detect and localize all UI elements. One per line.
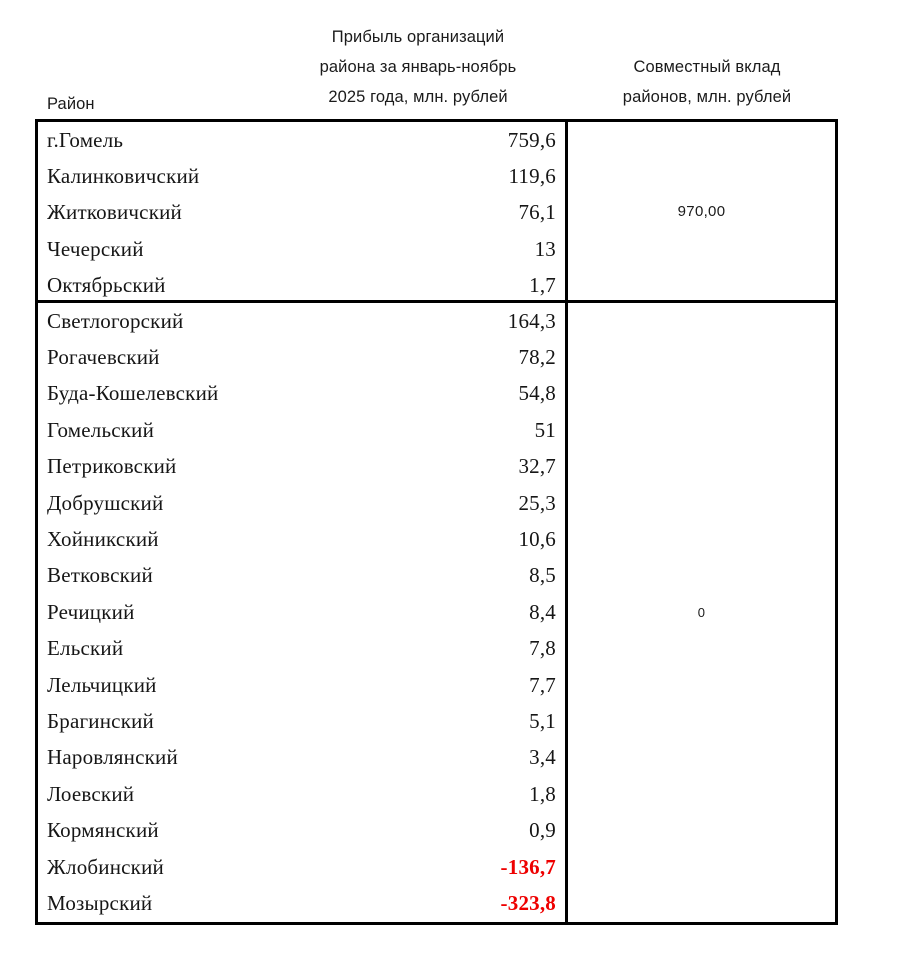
profit-value: 76,1 — [518, 200, 556, 225]
table-row — [38, 631, 565, 667]
table-row — [38, 885, 565, 921]
column-header-contribution — [576, 52, 838, 112]
table-row — [38, 195, 565, 231]
table-row — [38, 158, 565, 194]
table-row — [38, 594, 565, 630]
profit-value: 54,8 — [518, 381, 556, 406]
district-name: г.Гомель — [47, 127, 124, 152]
district-name: Добрушский — [47, 490, 164, 515]
district-name: Кормянский — [47, 818, 159, 843]
contribution-value: 970,00 — [677, 202, 726, 220]
district-name: Рогачевский — [47, 345, 160, 370]
district-name: Буда-Кошелевский — [47, 381, 219, 406]
district-name: Калинковичский — [47, 164, 200, 189]
table-row — [38, 449, 565, 485]
table-row — [38, 849, 565, 885]
district-name: Петриковский — [47, 454, 177, 479]
profit-value: 119,6 — [508, 164, 556, 189]
table-row — [38, 703, 565, 739]
profit-value: 8,5 — [529, 563, 556, 588]
profit-value: 51 — [534, 417, 556, 442]
district-name: Светлогорский — [47, 308, 184, 333]
district-name: Хойникский — [47, 527, 159, 552]
group-1-contribution-cell — [568, 122, 835, 300]
district-name: Октябрьский — [47, 273, 166, 298]
column-header-district: Район — [47, 95, 95, 113]
district-name: Лоевский — [47, 781, 135, 806]
district-name: Ветковский — [47, 563, 153, 588]
profit-value: 25,3 — [518, 490, 556, 515]
table-row — [38, 521, 565, 557]
column-header-profit — [268, 22, 568, 112]
table-row — [38, 231, 565, 267]
profit-value: 7,7 — [529, 672, 556, 697]
district-name: Чечерский — [47, 236, 144, 261]
table-row — [38, 412, 565, 448]
table-header-band — [0, 0, 900, 119]
table-row — [38, 812, 565, 848]
profit-value: 8,4 — [529, 599, 556, 624]
district-name: Жлобинский — [47, 854, 164, 879]
profit-value: 10,6 — [518, 527, 556, 552]
profit-value: 5,1 — [529, 708, 556, 733]
profit-value: 3,4 — [529, 745, 556, 770]
district-name: Брагинский — [47, 708, 154, 733]
profit-value: 0,9 — [529, 818, 556, 843]
table-row — [38, 558, 565, 594]
district-name: Житковичский — [47, 200, 182, 225]
table-row — [38, 376, 565, 412]
table-row — [38, 122, 565, 158]
profit-value: 759,6 — [507, 127, 556, 152]
table-group-2 — [38, 303, 835, 922]
group-1-rows — [38, 122, 568, 300]
table-row — [38, 303, 565, 339]
district-name: Наровлянский — [47, 745, 178, 770]
district-name: Ельский — [47, 636, 124, 661]
group-2-contribution-cell — [568, 303, 835, 922]
contribution-value: 0 — [697, 605, 706, 620]
profit-value: 164,3 — [507, 308, 556, 333]
profit-value: 13 — [534, 236, 556, 261]
column-header-profit-line-3: 2025 года, млн. рублей — [328, 88, 508, 106]
table-row — [38, 776, 565, 812]
table-row — [38, 339, 565, 375]
column-header-profit-line-2: района за январь-ноябрь — [319, 58, 517, 76]
district-name: Речицкий — [47, 599, 135, 624]
table-row — [38, 740, 565, 776]
profit-value: 32,7 — [518, 454, 556, 479]
column-header-contribution-line-1: Совместный вклад — [633, 58, 781, 76]
profit-value: 1,7 — [529, 273, 556, 298]
data-table — [35, 119, 838, 925]
profit-value: 1,8 — [529, 781, 556, 806]
table-row — [38, 667, 565, 703]
district-name: Мозырский — [47, 890, 153, 915]
profit-value: -323,8 — [500, 890, 556, 915]
table-row — [38, 268, 565, 304]
group-2-rows — [38, 303, 568, 922]
district-name: Гомельский — [47, 417, 155, 442]
column-header-contribution-line-2: районов, млн. рублей — [622, 88, 792, 106]
table-group-1 — [38, 122, 835, 303]
profit-value: 78,2 — [518, 345, 556, 370]
column-header-profit-line-1: Прибыль организаций — [331, 28, 505, 46]
district-name: Лельчицкий — [47, 672, 157, 697]
profit-value: 7,8 — [529, 636, 556, 661]
table-row — [38, 485, 565, 521]
profit-value: -136,7 — [500, 854, 556, 879]
